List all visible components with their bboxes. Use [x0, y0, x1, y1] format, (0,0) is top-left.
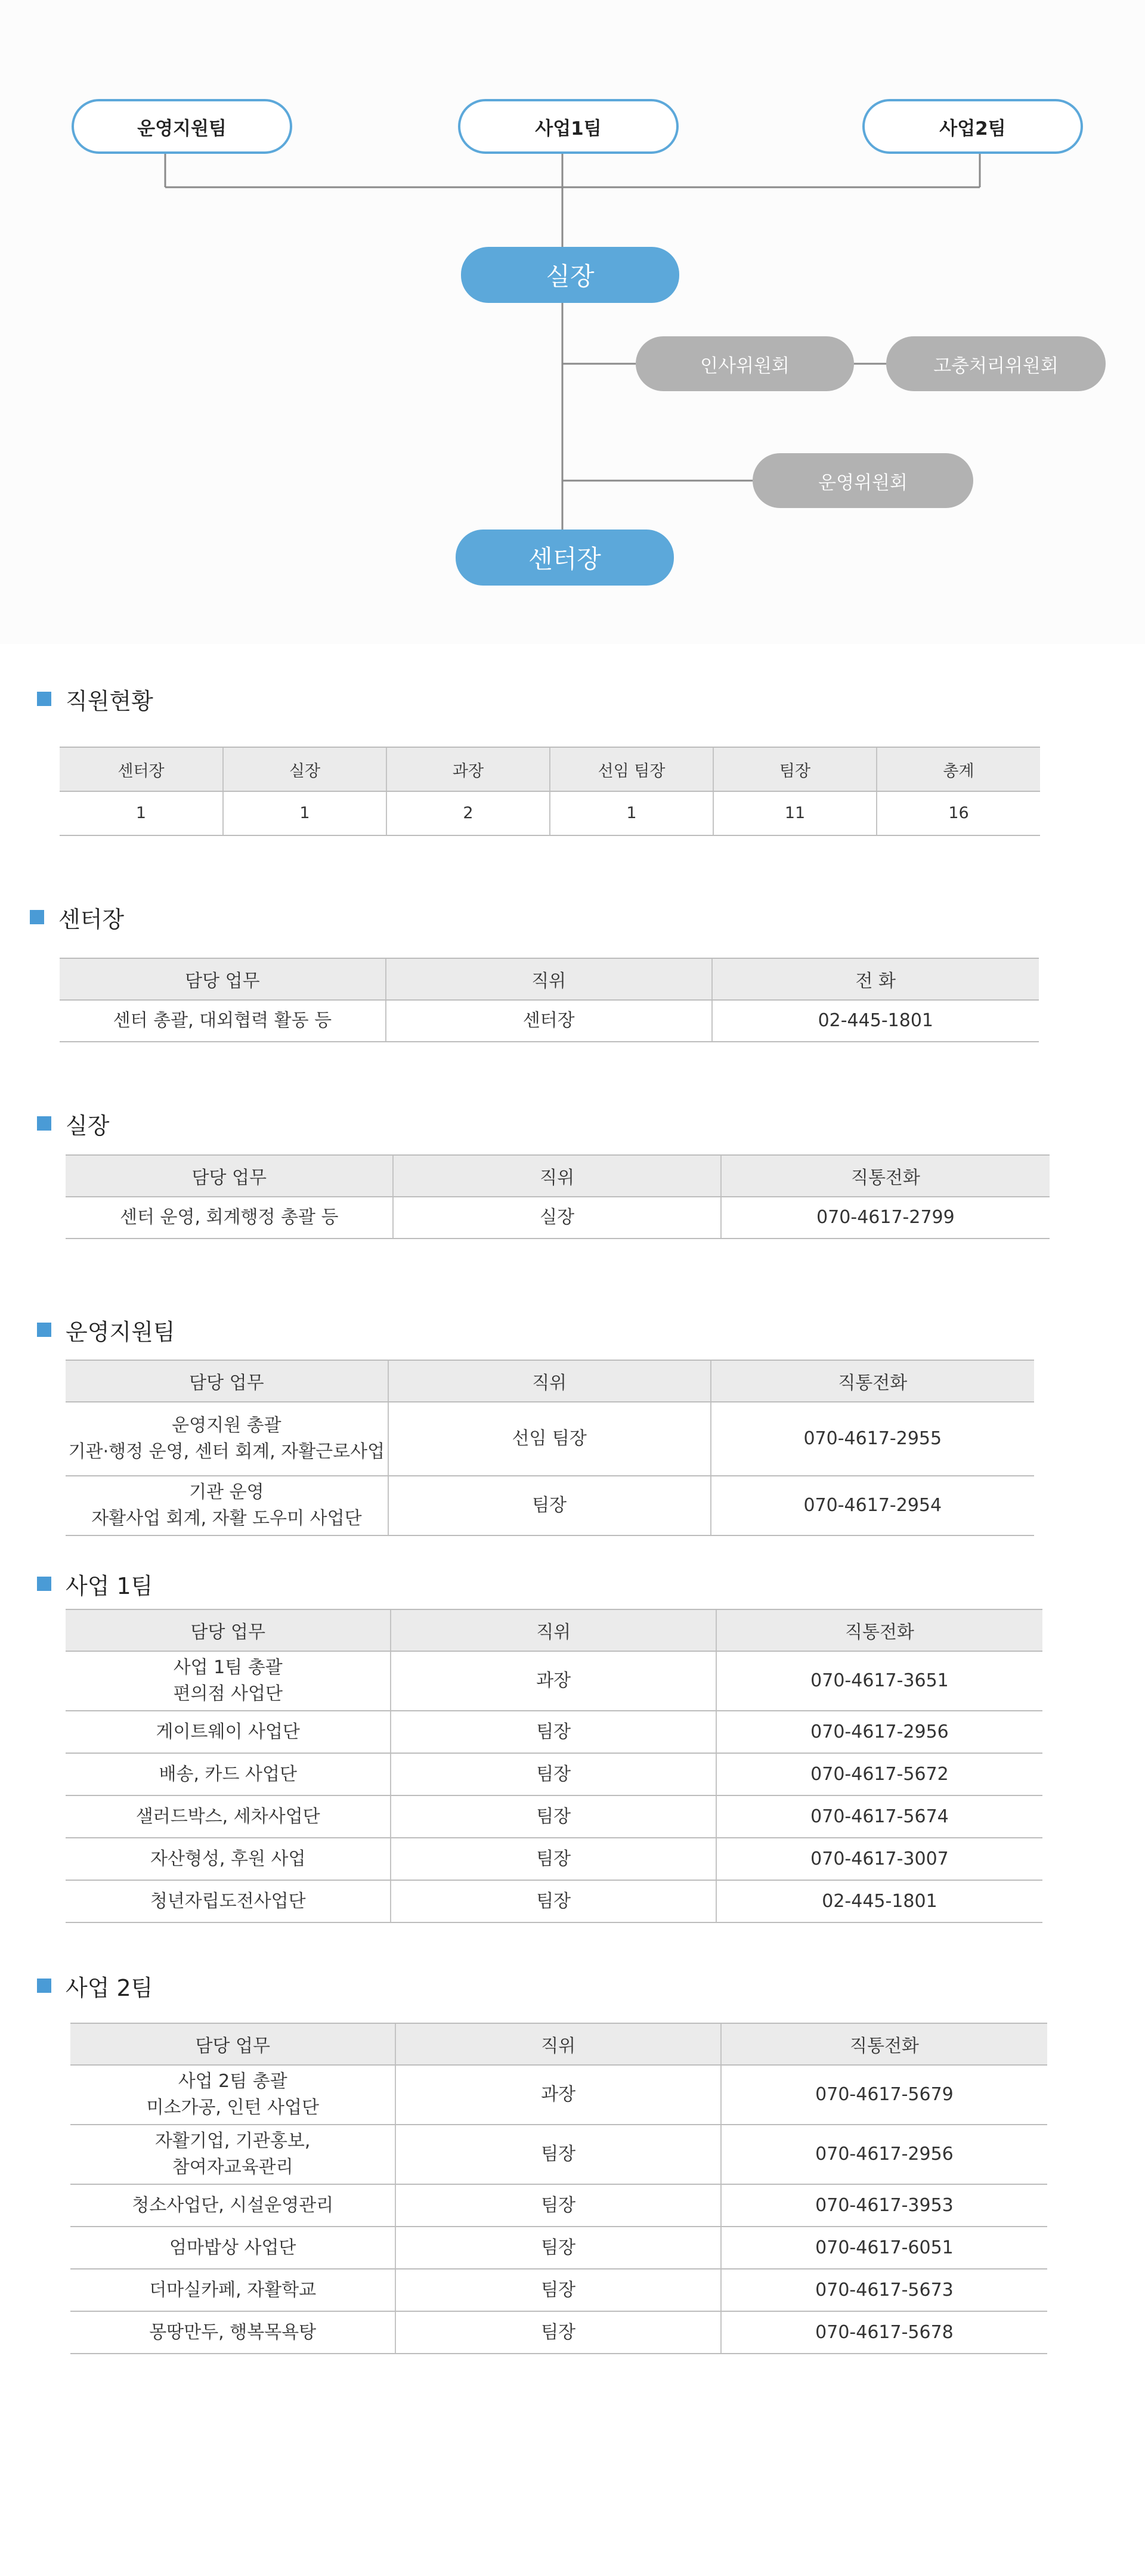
- count-cell: 1: [223, 791, 386, 835]
- section-title: 센터장: [58, 906, 125, 933]
- section-title: 직원현황: [66, 688, 153, 714]
- table-row: [70, 2125, 1047, 2184]
- duty-cell: [66, 1402, 388, 1476]
- duty-cell: [70, 2125, 395, 2184]
- phone-cell: 070-4617-5679: [721, 2065, 1047, 2125]
- duty-cell: [70, 2269, 395, 2311]
- duty-cell: [66, 1651, 391, 1711]
- column-header: 직위: [391, 1609, 716, 1651]
- header-row: [66, 1609, 1042, 1651]
- table-row: [70, 2227, 1047, 2269]
- duty-text: 사업 2팀 총괄: [178, 2071, 287, 2092]
- phone-cell: 070-4617-2954: [711, 1476, 1034, 1535]
- table-row: [66, 1197, 1050, 1239]
- duty-text: 배송, 카드 사업단: [159, 1763, 297, 1785]
- table-row: [66, 1711, 1042, 1753]
- duty-text: 샐러드박스, 세차사업단: [135, 1806, 320, 1827]
- position-cell: 팀장: [395, 2269, 720, 2311]
- table-row: [66, 1402, 1034, 1476]
- org-box-support-team: 운영지원팀: [72, 99, 292, 154]
- column-header: 과장: [386, 747, 550, 791]
- column-header: 담당 업무: [60, 958, 386, 1000]
- column-header: 담당 업무: [66, 1609, 391, 1651]
- position-cell: 팀장: [391, 1880, 716, 1922]
- count-cell: 1: [60, 791, 223, 835]
- staff-status-table: [60, 747, 1040, 836]
- phone-cell: 070-4617-2799: [721, 1197, 1050, 1239]
- org-box-operation-committee: 운영위원회: [753, 453, 973, 508]
- duty-cell: [66, 1476, 388, 1535]
- square-bullet-icon: [37, 1979, 51, 1993]
- header-row: [60, 958, 1039, 1000]
- duty-text: 편의점 사업단: [173, 1683, 283, 1704]
- duty-text: 기관·행정 운영, 센터 회계, 자활근로사업: [68, 1441, 385, 1462]
- org-box-hr-committee: 인사위원회: [636, 336, 854, 391]
- duty-text: 사업 1팀 총괄: [173, 1657, 283, 1678]
- column-header: 직위: [388, 1360, 711, 1402]
- header-row: [70, 2023, 1047, 2065]
- table-row: [70, 2065, 1047, 2125]
- section-title: 운영지원팀: [66, 1318, 175, 1345]
- square-bullet-icon: [37, 692, 51, 706]
- duty-cell: [66, 1795, 391, 1838]
- position-cell: 실장: [393, 1197, 720, 1239]
- section-header-center-head: [30, 899, 124, 935]
- phone-cell: 070-4617-5674: [716, 1795, 1042, 1838]
- duty-cell: [70, 2311, 395, 2354]
- duty-text: 자활기업, 기관홍보,: [155, 2131, 311, 2151]
- count-cell: 1: [550, 791, 713, 835]
- position-cell: 팀장: [391, 1753, 716, 1795]
- table-row: [60, 1000, 1039, 1042]
- column-header: 직위: [386, 958, 712, 1000]
- duty-cell: [66, 1197, 393, 1239]
- section-header-director: [37, 1106, 109, 1141]
- phone-cell: 070-4617-3651: [716, 1651, 1042, 1711]
- column-header: 담당 업무: [70, 2023, 395, 2065]
- team2-table: [70, 2023, 1047, 2354]
- phone-cell: 070-4617-5678: [721, 2311, 1047, 2354]
- team1-table: [66, 1609, 1042, 1923]
- position-cell: 과장: [391, 1651, 716, 1711]
- table-row: [66, 1476, 1034, 1535]
- column-header: 담당 업무: [66, 1155, 393, 1197]
- position-cell: 팀장: [391, 1838, 716, 1880]
- duty-text: 더마실카페, 자활학교: [149, 2279, 317, 2301]
- count-cell: 11: [713, 791, 877, 835]
- duty-text: 자산형성, 후원 사업: [150, 1848, 306, 1869]
- section-title: 사업 1팀: [66, 1572, 153, 1599]
- column-header: 담당 업무: [66, 1360, 388, 1402]
- duty-text: 미소가공, 인턴 사업단: [146, 2097, 319, 2118]
- org-box-team1: 사업1팀: [458, 99, 679, 154]
- center-head-table: [60, 958, 1039, 1042]
- duty-text: 몽땅만두, 행복목욕탕: [149, 2321, 317, 2343]
- section-title: 실장: [66, 1112, 110, 1139]
- position-cell: 팀장: [395, 2125, 720, 2184]
- position-cell: 팀장: [395, 2311, 720, 2354]
- section-header-team2: [37, 1968, 153, 2004]
- position-cell: 센터장: [386, 1000, 712, 1042]
- header-row: [66, 1360, 1034, 1402]
- table-row: [66, 1880, 1042, 1922]
- duty-text: 센터 운영, 회계행정 총괄 등: [119, 1207, 339, 1228]
- duty-text: 자활사업 회계, 자활 도우미 사업단: [91, 1508, 362, 1529]
- square-bullet-icon: [37, 1577, 51, 1591]
- position-cell: 팀장: [395, 2227, 720, 2269]
- phone-cell: 070-4617-2956: [716, 1711, 1042, 1753]
- section-title: 사업 2팀: [66, 1974, 153, 2001]
- org-chart: [0, 0, 1145, 644]
- phone-cell: 02-445-1801: [716, 1880, 1042, 1922]
- phone-cell: 02-445-1801: [712, 1000, 1039, 1042]
- column-header: 직위: [395, 2023, 720, 2065]
- table-row: [66, 1753, 1042, 1795]
- org-box-grievance-committee: 고충처리위원회: [886, 336, 1106, 391]
- position-cell: 팀장: [391, 1711, 716, 1753]
- duty-text: 청소사업단, 시설운영관리: [132, 2194, 334, 2216]
- duty-text: 엄마밥상 사업단: [169, 2237, 296, 2258]
- column-header: 직통전화: [721, 2023, 1047, 2065]
- duty-text: 청년자립도전사업단: [150, 1890, 306, 1912]
- column-header: 직통전화: [716, 1609, 1042, 1651]
- duty-cell: [66, 1880, 391, 1922]
- phone-cell: 070-4617-3953: [721, 2184, 1047, 2227]
- column-header: 센터장: [60, 747, 223, 791]
- count-cell: 2: [386, 791, 550, 835]
- column-header: 총계: [877, 747, 1040, 791]
- section-header-support-team: [37, 1312, 175, 1348]
- table-row: [66, 1838, 1042, 1880]
- section-header-staff-status: [37, 681, 153, 717]
- square-bullet-icon: [37, 1323, 51, 1337]
- column-header: 팀장: [713, 747, 877, 791]
- position-cell: 팀장: [391, 1795, 716, 1838]
- square-bullet-icon: [37, 1116, 51, 1131]
- duty-cell: [66, 1711, 391, 1753]
- table-row: [66, 1795, 1042, 1838]
- duty-text: 게이트웨이 사업단: [156, 1721, 300, 1742]
- phone-cell: 070-4617-5673: [721, 2269, 1047, 2311]
- duty-cell: [66, 1838, 391, 1880]
- duty-cell: [70, 2184, 395, 2227]
- duty-text: 참여자교육관리: [172, 2157, 293, 2178]
- table-row: [70, 2311, 1047, 2354]
- column-header: 전 화: [712, 958, 1039, 1000]
- org-box-center-head: 센터장: [456, 530, 674, 586]
- position-cell: 팀장: [388, 1476, 711, 1535]
- square-bullet-icon: [30, 910, 44, 924]
- table-row: [70, 2269, 1047, 2311]
- director-table: [66, 1154, 1050, 1239]
- count-cell: 16: [877, 791, 1040, 835]
- duty-text: 운영지원 총괄: [172, 1415, 281, 1436]
- duty-cell: [60, 1000, 386, 1042]
- support-team-table: [66, 1360, 1034, 1536]
- position-cell: 과장: [395, 2065, 720, 2125]
- phone-cell: 070-4617-6051: [721, 2227, 1047, 2269]
- duty-cell: [70, 2065, 395, 2125]
- table-row: [70, 2184, 1047, 2227]
- column-header: 직통전화: [711, 1360, 1034, 1402]
- phone-cell: 070-4617-5672: [716, 1753, 1042, 1795]
- header-row: [66, 1155, 1050, 1197]
- position-cell: 팀장: [395, 2184, 720, 2227]
- org-box-team2: 사업2팀: [862, 99, 1083, 154]
- duty-cell: [66, 1753, 391, 1795]
- duty-text: 센터 총괄, 대외협력 활동 등: [113, 1010, 332, 1031]
- section-header-team1: [37, 1566, 153, 1602]
- column-header: 선임 팀장: [550, 747, 713, 791]
- column-header: 직위: [393, 1155, 720, 1197]
- phone-cell: 070-4617-2955: [711, 1402, 1034, 1476]
- phone-cell: 070-4617-2956: [721, 2125, 1047, 2184]
- duty-text: 기관 운영: [189, 1482, 264, 1503]
- position-cell: 선임 팀장: [388, 1402, 711, 1476]
- phone-cell: 070-4617-3007: [716, 1838, 1042, 1880]
- duty-cell: [70, 2227, 395, 2269]
- column-header: 실장: [223, 747, 386, 791]
- column-header: 직통전화: [721, 1155, 1050, 1197]
- table-row: [66, 1651, 1042, 1711]
- org-box-director: 실장: [461, 247, 679, 303]
